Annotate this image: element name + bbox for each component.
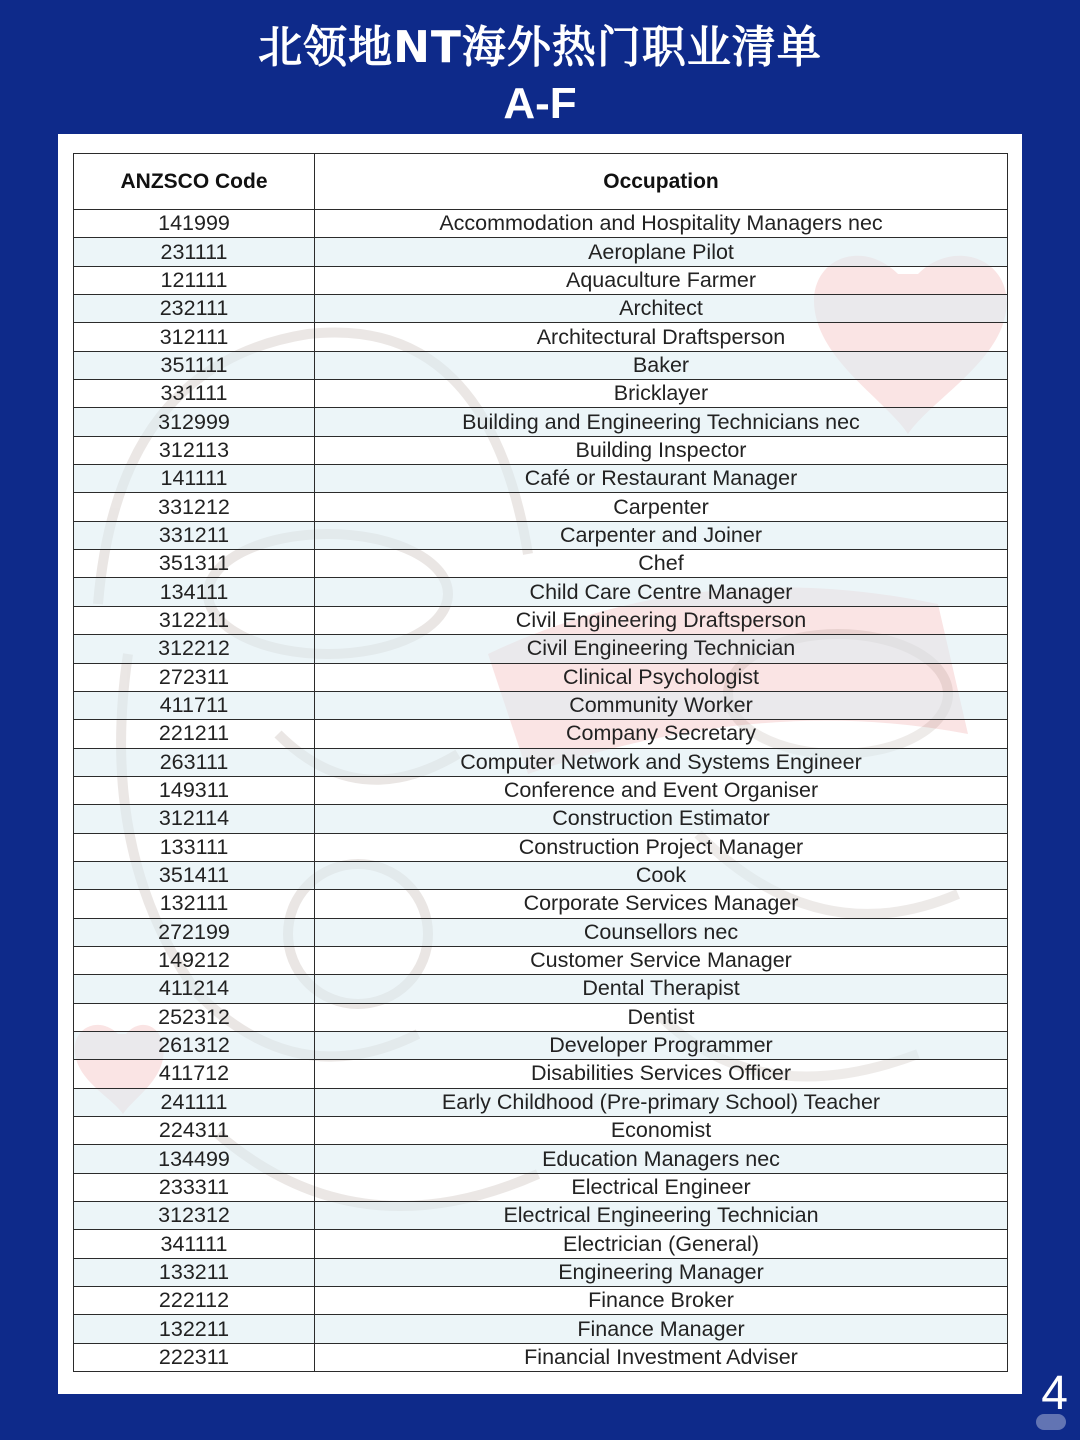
anzsco-code-cell: 312212 xyxy=(74,635,315,663)
occupation-cell: Electrician (General) xyxy=(315,1230,1008,1258)
occupation-cell: Dentist xyxy=(315,1003,1008,1031)
occupation-cell: Developer Programmer xyxy=(315,1031,1008,1059)
anzsco-code-cell: 351411 xyxy=(74,861,315,889)
anzsco-code-cell: 221211 xyxy=(74,720,315,748)
anzsco-code-cell: 263111 xyxy=(74,748,315,776)
anzsco-code-cell: 149212 xyxy=(74,946,315,974)
anzsco-code-cell: 133111 xyxy=(74,833,315,861)
table-header-row xyxy=(74,154,1008,210)
occupation-cell: Child Care Centre Manager xyxy=(315,578,1008,606)
watermark-badge xyxy=(1036,1414,1066,1430)
occupation-cell: Bricklayer xyxy=(315,380,1008,408)
occupation-cell: Disabilities Services Officer xyxy=(315,1060,1008,1088)
table-row xyxy=(74,606,1008,634)
anzsco-code-cell: 132111 xyxy=(74,890,315,918)
anzsco-code-cell: 222112 xyxy=(74,1287,315,1315)
table-row xyxy=(74,1117,1008,1145)
anzsco-code-cell: 134499 xyxy=(74,1145,315,1173)
occupation-cell: Civil Engineering Draftsperson xyxy=(315,606,1008,634)
table-row xyxy=(74,436,1008,464)
anzsco-code-cell: 141111 xyxy=(74,465,315,493)
anzsco-code-cell: 231111 xyxy=(74,238,315,266)
occupation-cell: Electrical Engineer xyxy=(315,1173,1008,1201)
anzsco-code-cell: 312113 xyxy=(74,436,315,464)
table-row xyxy=(74,1343,1008,1371)
anzsco-code-cell: 224311 xyxy=(74,1117,315,1145)
table-row xyxy=(74,578,1008,606)
occupation-cell: Construction Estimator xyxy=(315,805,1008,833)
page-subtitle: A-F xyxy=(503,79,577,128)
occupation-cell: Cook xyxy=(315,861,1008,889)
table-row xyxy=(74,890,1008,918)
occupation-cell: Chef xyxy=(315,550,1008,578)
table-row xyxy=(74,1315,1008,1343)
occupation-cell: Architectural Draftsperson xyxy=(315,323,1008,351)
table-row xyxy=(74,1031,1008,1059)
table-row xyxy=(74,408,1008,436)
occupation-cell: Financial Investment Adviser xyxy=(315,1343,1008,1371)
occupation-cell: Architect xyxy=(315,295,1008,323)
occupation-cell: Computer Network and Systems Engineer xyxy=(315,748,1008,776)
table-row xyxy=(74,210,1008,238)
occupation-cell: Carpenter and Joiner xyxy=(315,521,1008,549)
occupation-cell: Finance Broker xyxy=(315,1287,1008,1315)
anzsco-code-cell: 351311 xyxy=(74,550,315,578)
occupation-cell: Community Worker xyxy=(315,691,1008,719)
occupation-cell: Engineering Manager xyxy=(315,1258,1008,1286)
occupation-cell: Corporate Services Manager xyxy=(315,890,1008,918)
occupation-cell: Early Childhood (Pre-primary School) Teacher xyxy=(315,1088,1008,1116)
table-row xyxy=(74,465,1008,493)
occupation-cell: Counsellors nec xyxy=(315,918,1008,946)
occupation-cell: Customer Service Manager xyxy=(315,946,1008,974)
table-row xyxy=(74,1230,1008,1258)
anzsco-code-cell: 411711 xyxy=(74,691,315,719)
occupation-cell: Education Managers nec xyxy=(315,1145,1008,1173)
table-row xyxy=(74,635,1008,663)
table-row xyxy=(74,748,1008,776)
anzsco-code-cell: 351111 xyxy=(74,351,315,379)
occupation-cell: Construction Project Manager xyxy=(315,833,1008,861)
anzsco-code-cell: 312111 xyxy=(74,323,315,351)
page-title: 北领地NT海外热门职业清单 xyxy=(258,22,822,73)
table-row xyxy=(74,1258,1008,1286)
anzsco-code-cell: 341111 xyxy=(74,1230,315,1258)
anzsco-code-cell: 272199 xyxy=(74,918,315,946)
occupation-cell: Economist xyxy=(315,1117,1008,1145)
occupation-cell: Dental Therapist xyxy=(315,975,1008,1003)
table-row xyxy=(74,663,1008,691)
anzsco-code-cell: 331111 xyxy=(74,380,315,408)
occupation-cell: Company Secretary xyxy=(315,720,1008,748)
occupation-cell: Carpenter xyxy=(315,493,1008,521)
table-row xyxy=(74,323,1008,351)
table-row xyxy=(74,918,1008,946)
page-header xyxy=(0,0,1080,132)
anzsco-code-cell: 133211 xyxy=(74,1258,315,1286)
table-row xyxy=(74,238,1008,266)
anzsco-code-cell: 233311 xyxy=(74,1173,315,1201)
anzsco-code-cell: 261312 xyxy=(74,1031,315,1059)
table-row xyxy=(74,295,1008,323)
table-row xyxy=(74,266,1008,294)
table-row xyxy=(74,1145,1008,1173)
anzsco-code-cell: 149311 xyxy=(74,776,315,804)
anzsco-code-cell: 331212 xyxy=(74,493,315,521)
occupation-cell: Conference and Event Organiser xyxy=(315,776,1008,804)
anzsco-code-cell: 411214 xyxy=(74,975,315,1003)
anzsco-code-cell: 141999 xyxy=(74,210,315,238)
column-header-occupation: Occupation xyxy=(315,154,1008,210)
table-row xyxy=(74,380,1008,408)
anzsco-code-cell: 222311 xyxy=(74,1343,315,1371)
anzsco-code-cell: 272311 xyxy=(74,663,315,691)
table-row xyxy=(74,1202,1008,1230)
table-row xyxy=(74,975,1008,1003)
table-row xyxy=(74,1088,1008,1116)
table-row xyxy=(74,833,1008,861)
anzsco-code-cell: 132211 xyxy=(74,1315,315,1343)
table-row xyxy=(74,1173,1008,1201)
column-header-code: ANZSCO Code xyxy=(74,154,315,210)
anzsco-code-cell: 312999 xyxy=(74,408,315,436)
anzsco-code-cell: 411712 xyxy=(74,1060,315,1088)
table-row xyxy=(74,691,1008,719)
table-row xyxy=(74,805,1008,833)
anzsco-code-cell: 312114 xyxy=(74,805,315,833)
occupation-table xyxy=(73,153,1008,1372)
table-row xyxy=(74,1060,1008,1088)
table-row xyxy=(74,493,1008,521)
spreadsheet-panel xyxy=(58,134,1022,1394)
table-row xyxy=(74,550,1008,578)
page-number: 4 xyxy=(1041,1367,1068,1420)
anzsco-code-cell: 241111 xyxy=(74,1088,315,1116)
anzsco-code-cell: 121111 xyxy=(74,266,315,294)
occupation-cell: Building Inspector xyxy=(315,436,1008,464)
occupation-cell: Aeroplane Pilot xyxy=(315,238,1008,266)
occupation-cell: Baker xyxy=(315,351,1008,379)
table-row xyxy=(74,351,1008,379)
occupation-cell: Clinical Psychologist xyxy=(315,663,1008,691)
table-row xyxy=(74,946,1008,974)
anzsco-code-cell: 331211 xyxy=(74,521,315,549)
table-row xyxy=(74,521,1008,549)
occupation-cell: Building and Engineering Technicians nec xyxy=(315,408,1008,436)
anzsco-code-cell: 232111 xyxy=(74,295,315,323)
anzsco-code-cell: 134111 xyxy=(74,578,315,606)
anzsco-code-cell: 252312 xyxy=(74,1003,315,1031)
table-row xyxy=(74,1287,1008,1315)
table-row xyxy=(74,720,1008,748)
occupation-cell: Accommodation and Hospitality Managers nec xyxy=(315,210,1008,238)
occupation-cell: Finance Manager xyxy=(315,1315,1008,1343)
occupation-cell: Café or Restaurant Manager xyxy=(315,465,1008,493)
table-row xyxy=(74,861,1008,889)
occupation-cell: Electrical Engineering Technician xyxy=(315,1202,1008,1230)
occupation-cell: Aquaculture Farmer xyxy=(315,266,1008,294)
occupation-cell: Civil Engineering Technician xyxy=(315,635,1008,663)
table-row xyxy=(74,1003,1008,1031)
anzsco-code-cell: 312312 xyxy=(74,1202,315,1230)
anzsco-code-cell: 312211 xyxy=(74,606,315,634)
table-row xyxy=(74,776,1008,804)
